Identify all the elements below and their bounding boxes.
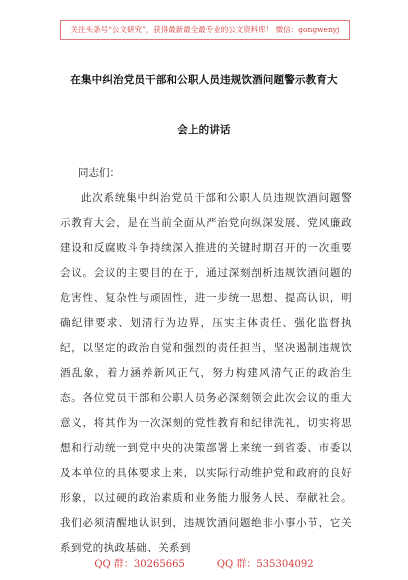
body-paragraph: 此次系统集中纠治党员干部和公职人员违规饮酒问题警示教育大会，是在当前全面从严治党向纵深发展、党风廉政建设和反腐败斗争持续深入推进的关键时期召开的一次重要会议。会议的主要目的在于，通过深刻剖析违规饮酒问题的危害性、复杂性与顽固性，进一步统一思想、提高认识，明确纪律要求、划清行为边界，压实主体责任、强化监督执纪，以坚定的政治自觉和强烈的责任担当，坚决遏制违规饮酒乱象，着力涵养新风正气，努力构建风清气正的政治生态。各位党员干部和公职人员务必深刻领会此次会议的重大意义，将其作为一次深刻的党性教育和纪律洗礼，切实将思想和行动统一到党中央的决策部署上来统一到省委、市委以及本单位的具体要求上来，以实际行动维护党和政府的良好形象，以过硬的政治素质和业务能力服务人民、奉献社会。我们必须清醒地认识到，违规饮酒问题绝非小事小节，它关系到党的执政基础、关系到 — [60, 192, 352, 554]
salutation: 同志们： — [78, 167, 120, 179]
footer-contact — [0, 555, 408, 570]
speech-body — [60, 186, 352, 561]
document-title-line-2: 会上的讲话 — [177, 124, 231, 136]
qq-group-left: QQ 群：30265665 — [94, 559, 185, 570]
document-title-line-1: 在集中纠治党员干部和公职人员违规饮酒问题警示教育大 — [70, 74, 338, 86]
qq-group-right: QQ 群：535304092 — [216, 559, 314, 570]
promo-banner: 关注头条号“公文研究”，获得最新最全最专业的公文资料库！ 微信：gongwenyj — [60, 20, 350, 40]
